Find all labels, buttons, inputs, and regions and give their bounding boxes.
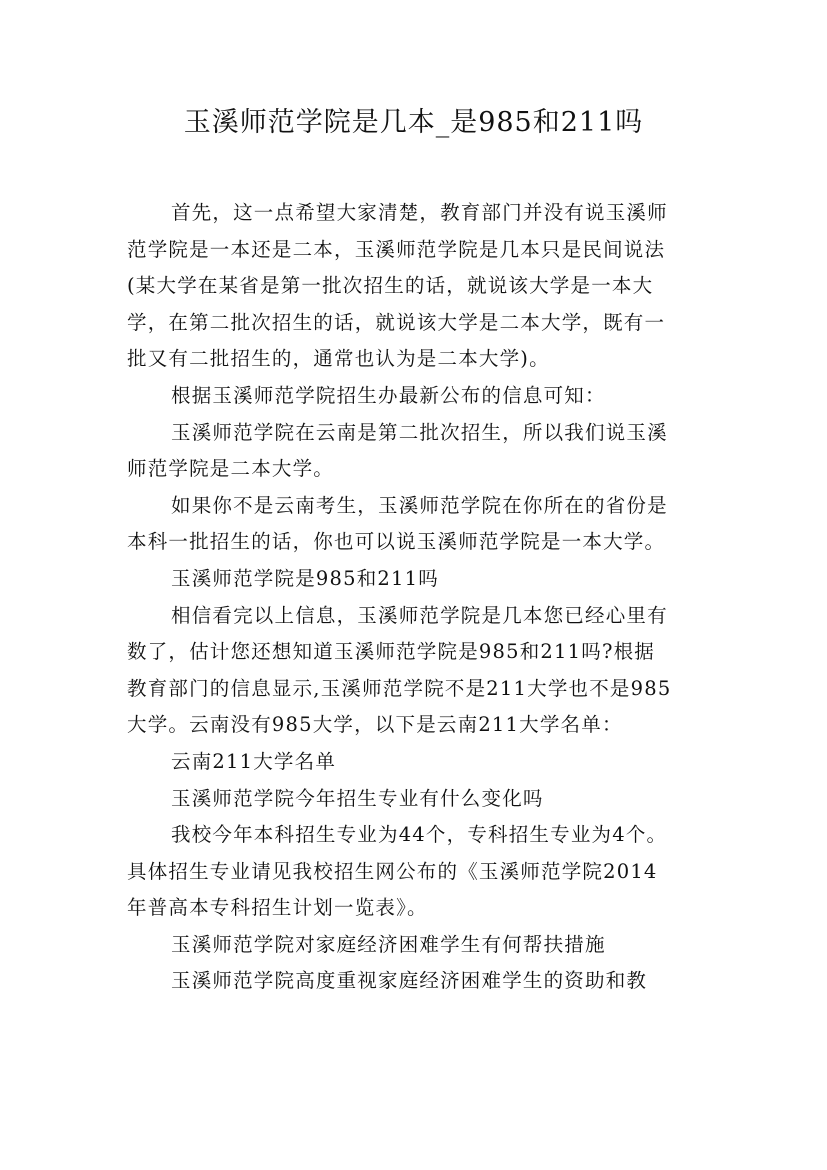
text-line: 范学院是一本还是二本，玉溪师范学院是几本只是民间说法 (127, 237, 666, 261)
text-line: 首先，这一点希望大家清楚，教育部门并没有说玉溪师 (171, 201, 668, 224)
section-heading-financial-aid (127, 927, 707, 964)
section-heading-major-changes (127, 781, 707, 818)
paragraph-other-province (127, 488, 707, 561)
text-line: 如果你不是云南考生，玉溪师范学院在你所在的省份是 (171, 493, 668, 517)
text-line: 玉溪师范学院对家庭经济困难学生有何帮扶措施 (171, 932, 606, 956)
text-line: 玉溪师范学院今年招生专业有什么变化吗 (171, 786, 544, 810)
text-line: 玉溪师范学院是985和211吗 (171, 566, 439, 590)
text-line: 云南211大学名单 (171, 749, 337, 773)
text-line: 学，在第二批次招生的话，就说该大学是二本大学，既有一 (127, 310, 666, 334)
document-title: 玉溪师范学院是几本_是985和211吗 (183, 107, 644, 138)
text-line: 我校今年本科招生专业为44个，专科招生专业为4个。 (171, 823, 668, 847)
text-line: 大学。云南没有985大学，以下是云南211大学名单： (127, 713, 623, 737)
text-line: 批又有二批招生的，通常也认为是二本大学)。 (127, 347, 550, 371)
text-line: 年普高本专科招生计划一览表》。 (127, 896, 428, 920)
text-line: 师范学院是二本大学。 (127, 457, 335, 481)
paragraph-985-211 (127, 598, 707, 744)
paragraph-financial-aid (127, 963, 707, 1000)
text-line: 玉溪师范学院高度重视家庭经济困难学生的资助和教 (171, 969, 648, 993)
text-line: 具体招生专业请见我校招生网公布的《玉溪师范学院2014 (127, 859, 658, 883)
paragraph-intro (127, 195, 707, 378)
section-heading-211-list (127, 744, 707, 781)
paragraph-majors (127, 817, 707, 927)
text-line: 数了，估计您还想知道玉溪师范学院是985和211吗?根据 (127, 640, 655, 664)
text-line: 教育部门的信息显示,玉溪师范学院不是211大学也不是985 (127, 676, 672, 700)
text-line: 相信看完以上信息，玉溪师范学院是几本您已经心里有 (171, 603, 668, 627)
text-line: 玉溪师范学院在云南是第二批次招生，所以我们说玉溪 (171, 420, 668, 444)
text-line: (某大学在某省是第一批次招生的话，就说该大学是一本大 (127, 274, 654, 298)
paragraph-source (127, 378, 707, 415)
paragraph-yunnan-batch (127, 415, 707, 488)
document-body (127, 195, 707, 1000)
text-line: 本科一批招生的话，你也可以说玉溪师范学院是一本大学。 (127, 530, 666, 554)
text-line: 根据玉溪师范学院招生办最新公布的信息可知： (171, 383, 606, 407)
section-heading-985-211 (127, 561, 707, 598)
